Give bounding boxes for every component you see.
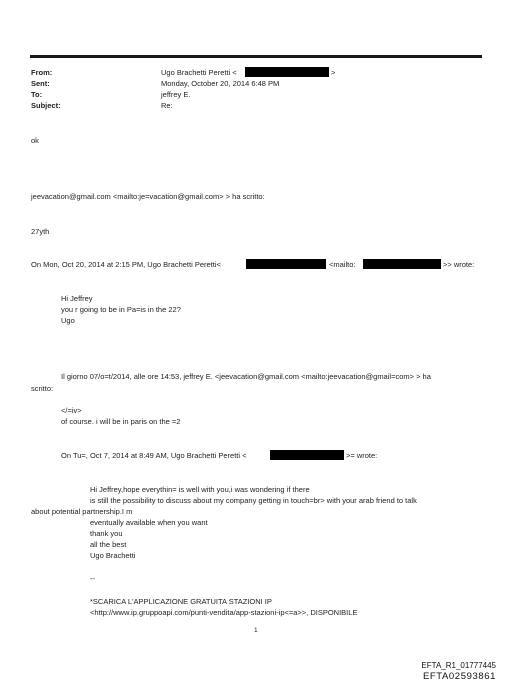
body-line: Hi Jeffrey,hope everythin= is well with you,i was wondering if there bbox=[90, 485, 310, 494]
body-line: of course. i will be in paris on the =2 bbox=[61, 417, 181, 426]
body-line: thank you bbox=[90, 529, 123, 538]
body-line: jeevacation@gmail.com <mailto:je=vacation@gmail.com> > ha scritto: bbox=[31, 192, 265, 201]
from-close: > bbox=[331, 68, 336, 77]
from-label: From: bbox=[31, 68, 53, 77]
body-line: you r going to be in Pa=is in the 22? bbox=[61, 305, 181, 314]
body-line: </=iv> bbox=[61, 406, 82, 415]
to-value: jeffrey E. bbox=[161, 90, 191, 99]
redaction-box bbox=[245, 67, 329, 77]
body-line: <mailto: bbox=[329, 260, 356, 269]
body-line: -- bbox=[90, 574, 95, 583]
subject-value: Re: bbox=[161, 101, 173, 110]
body-line: is still the possibility to discuss about my company getting in touch=br> with your arab friend to talk bbox=[90, 496, 417, 505]
body-line: scritto: bbox=[31, 384, 54, 393]
body-line: On Mon, Oct 20, 2014 at 2:15 PM, Ugo Brachetti Peretti< bbox=[31, 260, 221, 269]
body-line: >> wrote: bbox=[443, 260, 475, 269]
body-line: *SCARICA L'APPLICAZIONE GRATUITA STAZIONI IP bbox=[90, 597, 272, 606]
from-value: Ugo Brachetti Peretti < bbox=[161, 68, 237, 77]
body-line: 27yth bbox=[31, 227, 50, 236]
sent-value: Monday, October 20, 2014 6:48 PM bbox=[161, 79, 280, 88]
redaction-box bbox=[363, 259, 441, 269]
body-line: Il giorno 07/o=t/2014, alle ore 14:53, jeffrey E. <jeevacation@gmail.com <mailto:jeevacation@gmail=com> > ha bbox=[61, 372, 431, 381]
header-rule bbox=[30, 55, 482, 58]
redaction-box bbox=[246, 259, 326, 269]
body-line: <http://www.ip.gruppoapi.com/punti-vendita/app-stazioni-ip<=a>>, DISPONIBILE bbox=[90, 608, 358, 617]
body-line: Ugo Brachetti bbox=[90, 551, 136, 560]
subject-label: Subject: bbox=[31, 101, 61, 110]
body-line: Ugo bbox=[61, 316, 75, 325]
body-line: ok bbox=[31, 136, 39, 145]
body-line: >= wrote: bbox=[346, 451, 378, 460]
body-line: On Tu=, Oct 7, 2014 at 8:49 AM, Ugo Brachetti Peretti < bbox=[61, 451, 247, 460]
to-label: To: bbox=[31, 90, 43, 99]
doc-id-secondary: EFTA02593861 bbox=[422, 671, 496, 682]
sent-label: Sent: bbox=[31, 79, 50, 88]
body-line: about potential partnership.I m bbox=[31, 507, 133, 516]
page-number: 1 bbox=[254, 627, 258, 634]
body-line: all the best bbox=[90, 540, 127, 549]
body-line: eventually available when you want bbox=[90, 518, 208, 527]
redaction-box bbox=[270, 450, 344, 460]
doc-id-primary: EFTA_R1_01777445 bbox=[421, 661, 496, 670]
body-line: Hi Jeffrey bbox=[61, 294, 93, 303]
